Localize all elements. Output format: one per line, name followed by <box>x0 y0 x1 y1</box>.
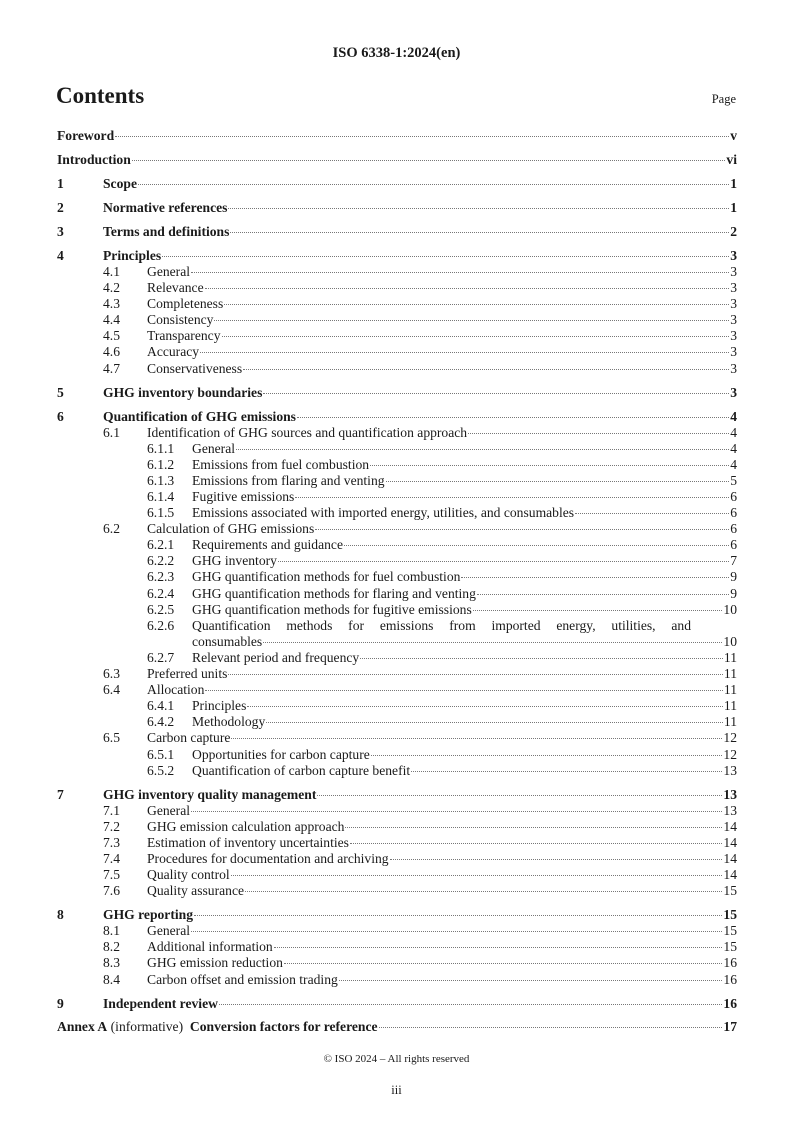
entry-number: 6.5.2 <box>147 762 175 778</box>
entry-number: 7.1 <box>103 802 120 818</box>
entry-page: 14 <box>723 834 737 850</box>
entry-number: 7.4 <box>103 850 120 866</box>
toc-entry[interactable] <box>57 344 737 360</box>
entry-number: 6.2.4 <box>147 585 175 601</box>
entry-title: Independent review <box>103 995 218 1011</box>
dot-leader <box>411 771 722 772</box>
toc-entry[interactable] <box>57 152 737 168</box>
entry-number: 6.1.2 <box>147 456 175 472</box>
entry-page: 11 <box>723 666 737 682</box>
entry-page: 3 <box>730 296 737 312</box>
entry-page: 11 <box>723 698 737 714</box>
dot-leader <box>115 136 729 137</box>
dot-leader <box>231 738 722 739</box>
entry-page: 9 <box>730 585 737 601</box>
entry-number: 7 <box>57 786 64 802</box>
entry-title: Quantification methods for emissions from imported energy, utilities, and <box>192 617 691 633</box>
toc-entry[interactable] <box>57 537 737 553</box>
dot-leader <box>468 433 729 434</box>
entry-number: 4.7 <box>103 360 120 376</box>
entry-title: GHG inventory <box>192 553 277 569</box>
entry-title: Emissions associated with imported energy, utilities, and consumables <box>192 505 575 521</box>
entry-title: Fugitive emissions <box>192 489 295 505</box>
dot-leader <box>263 642 722 643</box>
dot-leader <box>266 722 723 723</box>
entry-number: 6.2.6 <box>147 617 175 633</box>
entry-page: 10 <box>723 601 737 617</box>
entry-page: 17 <box>723 1019 737 1035</box>
entry-title: General <box>147 802 191 818</box>
entry-title: Accuracy <box>147 344 200 360</box>
entry-number: 8.2 <box>103 939 120 955</box>
toc-entry[interactable] <box>57 248 737 264</box>
entry-page: 1 <box>730 199 737 215</box>
dot-leader <box>461 577 729 578</box>
entry-number: 4.4 <box>103 312 120 328</box>
toc-entry[interactable] <box>57 851 737 867</box>
dot-leader <box>132 160 726 161</box>
dot-leader <box>214 320 729 321</box>
toc-entry[interactable] <box>57 835 737 851</box>
dot-leader <box>317 795 722 796</box>
entry-number: 4.3 <box>103 296 120 312</box>
entry-title: Requirements and guidance <box>192 537 343 553</box>
toc-entry[interactable] <box>57 698 737 714</box>
entry-title: Additional information <box>147 939 273 955</box>
entry-title: Calculation of GHG emissions <box>147 521 315 537</box>
entry-number: 8.4 <box>103 971 120 987</box>
entry-number: 4.5 <box>103 328 120 344</box>
toc-entry[interactable] <box>57 264 737 280</box>
entry-number: 6.5.1 <box>147 746 175 762</box>
dot-leader <box>245 891 722 892</box>
toc-entry[interactable] <box>57 569 737 585</box>
toc-entry[interactable] <box>57 586 737 602</box>
entry-number: 7.2 <box>103 818 120 834</box>
entry-page: 3 <box>730 328 737 344</box>
dot-leader <box>191 811 722 812</box>
page-column-label: Page <box>711 92 736 106</box>
toc-entry-annex[interactable] <box>57 1019 737 1035</box>
toc-entry[interactable] <box>57 972 737 988</box>
dot-leader <box>339 980 723 981</box>
entry-page: 16 <box>723 971 737 987</box>
entry-number: 6 <box>57 408 64 424</box>
dot-leader <box>138 184 729 185</box>
entry-title: Principles <box>103 247 162 263</box>
entry-number: 6.3 <box>103 666 120 682</box>
entry-title: Introduction <box>57 151 131 167</box>
dot-leader <box>295 497 729 498</box>
entry-page: 3 <box>730 360 737 376</box>
dot-leader <box>371 755 723 756</box>
entry-title-continued: consumables <box>192 633 263 649</box>
dot-leader <box>297 417 729 418</box>
toc-entry[interactable] <box>57 489 737 505</box>
entry-title: Procedures for documentation and archiving <box>147 850 389 866</box>
toc-entry[interactable] <box>57 280 737 296</box>
entry-title: GHG emission calculation approach <box>147 818 345 834</box>
entry-number: 6.2.1 <box>147 537 175 553</box>
entry-number: 1 <box>57 175 64 191</box>
entry-title: Foreword <box>57 128 115 143</box>
entry-page: 5 <box>730 472 737 488</box>
entry-page: 14 <box>723 867 737 883</box>
entry-number: 7.3 <box>103 834 120 850</box>
entry-title: Transparency <box>147 328 221 344</box>
entry-title: Emissions from flaring and venting <box>192 472 385 488</box>
entry-number: 6.1 <box>103 424 120 440</box>
toc-entry[interactable] <box>57 907 737 923</box>
dot-leader <box>360 658 723 659</box>
entry-title: GHG emission reduction <box>147 955 283 971</box>
entry-number: 7.5 <box>103 867 120 883</box>
entry-number: 8.1 <box>103 923 120 939</box>
entry-title: Quality control <box>147 867 230 883</box>
toc-entry[interactable] <box>57 441 737 457</box>
entry-title: GHG quantification methods for fugitive emissions <box>192 601 472 617</box>
toc-entry[interactable] <box>57 955 737 971</box>
entry-number: 6.2.2 <box>147 553 175 569</box>
entry-number: 6.4.2 <box>147 714 175 730</box>
dot-leader <box>473 610 723 611</box>
dot-leader <box>222 336 730 337</box>
entry-number: 6.1.3 <box>147 472 175 488</box>
entry-title: Carbon offset and emission trading <box>147 971 338 987</box>
toc-entry[interactable] <box>57 747 737 763</box>
entry-number: 6.4.1 <box>147 698 175 714</box>
dot-leader <box>315 529 729 530</box>
toc-entry[interactable] <box>57 819 737 835</box>
entry-title: Completeness <box>147 296 224 312</box>
entry-number: 6.1.1 <box>147 440 175 456</box>
entry-number: 6.1.4 <box>147 489 175 505</box>
entry-number: 6.2 <box>103 521 120 537</box>
entry-page: 12 <box>723 730 737 746</box>
entry-title: Consistency <box>147 312 214 328</box>
toc-entry[interactable] <box>57 361 737 377</box>
entry-number: 4.1 <box>103 264 120 280</box>
entry-page: 7 <box>730 553 737 569</box>
toc-entry[interactable] <box>57 666 737 682</box>
toc-entry[interactable] <box>57 224 737 240</box>
entry-page: 2 <box>730 223 737 239</box>
entry-page: 13 <box>723 786 737 802</box>
entry-page: 13 <box>723 802 737 818</box>
dot-leader <box>370 465 729 466</box>
page-number: iii <box>391 1083 402 1097</box>
entry-page: v <box>730 128 737 143</box>
annex-type: (informative) <box>110 1019 184 1035</box>
entry-title: General <box>147 264 191 280</box>
toc-entry[interactable] <box>57 176 737 192</box>
toc-entry[interactable] <box>57 328 737 344</box>
entry-title: GHG reporting <box>103 907 193 923</box>
entry-title: Identification of GHG sources and quantification approach <box>147 424 468 440</box>
entry-number: 6.4 <box>103 682 120 698</box>
entry-page: 11 <box>723 714 737 730</box>
toc-entry[interactable] <box>57 553 737 569</box>
dot-leader <box>162 256 729 257</box>
entry-number: 2 <box>57 199 64 215</box>
toc-entry[interactable] <box>57 602 737 618</box>
entry-title: Methodology <box>192 714 266 730</box>
copyright-footer: © ISO 2024 – All rights reserved <box>323 1053 470 1065</box>
dot-leader <box>278 561 729 562</box>
entry-page: 6 <box>730 521 737 537</box>
entry-number: 8.3 <box>103 955 120 971</box>
entry-number: 4.6 <box>103 344 120 360</box>
entry-number: 5 <box>57 384 64 400</box>
entry-page: 15 <box>723 907 737 923</box>
entry-number: 6.2.3 <box>147 569 175 585</box>
entry-title: Estimation of inventory uncertainties <box>147 834 349 850</box>
dot-leader <box>236 449 729 450</box>
dot-leader <box>191 931 722 932</box>
entry-page: 1 <box>730 175 737 191</box>
toc-entry[interactable] <box>57 521 737 537</box>
entry-page: 4 <box>730 456 737 472</box>
entry-page: 3 <box>730 247 737 263</box>
entry-number: 6.1.5 <box>147 505 175 521</box>
entry-page: 6 <box>730 537 737 553</box>
entry-title: Normative references <box>103 199 228 215</box>
entry-title: Principles <box>192 698 247 714</box>
entry-page: 3 <box>730 384 737 400</box>
entry-page: 3 <box>730 280 737 296</box>
entry-number: 6.5 <box>103 730 120 746</box>
toc-entry[interactable] <box>57 883 737 899</box>
annex-label: Annex A <box>57 1019 108 1035</box>
entry-number: 6.2.5 <box>147 601 175 617</box>
document-id-header: ISO 6338-1:2024(en) <box>332 45 461 61</box>
entry-page: 3 <box>730 344 737 360</box>
entry-title: GHG inventory boundaries <box>103 384 263 400</box>
toc-entry[interactable] <box>57 312 737 328</box>
dot-leader <box>284 963 722 964</box>
entry-number: 7.6 <box>103 883 120 899</box>
toc-entry[interactable] <box>57 714 737 730</box>
dot-leader <box>230 232 729 233</box>
entry-page: 11 <box>723 649 737 665</box>
entry-page: vi <box>726 151 737 167</box>
entry-page: 13 <box>723 762 737 778</box>
dot-leader <box>205 690 723 691</box>
entry-title: Preferred units <box>147 666 228 682</box>
entry-title: Quantification of carbon capture benefit <box>192 762 411 778</box>
dot-leader <box>200 352 729 353</box>
entry-page: 3 <box>730 264 737 280</box>
entry-page: 12 <box>723 746 737 762</box>
entry-title: Opportunities for carbon capture <box>192 746 370 762</box>
dot-leader <box>243 369 729 370</box>
dot-leader <box>231 875 723 876</box>
entry-title: Terms and definitions <box>103 223 230 239</box>
entry-number: 4 <box>57 247 64 263</box>
entry-page: 15 <box>723 939 737 955</box>
entry-title: Allocation <box>147 682 205 698</box>
entry-page: 14 <box>723 850 737 866</box>
toc-entry[interactable] <box>57 763 737 779</box>
toc-entry[interactable] <box>57 457 737 473</box>
entry-title: GHG quantification methods for fuel combustion <box>192 569 461 585</box>
entry-page: 6 <box>730 489 737 505</box>
dot-leader <box>390 859 723 860</box>
entry-title: Relevance <box>147 280 204 296</box>
dot-leader <box>575 513 729 514</box>
toc-entry[interactable] <box>57 473 737 489</box>
entry-page: 6 <box>730 505 737 521</box>
toc-entry[interactable] <box>57 803 737 819</box>
entry-number: 8 <box>57 907 64 923</box>
page-title: Contents <box>56 83 145 108</box>
entry-title: Quality assurance <box>147 883 245 899</box>
entry-title: GHG inventory quality management <box>103 786 317 802</box>
entry-number: 6.2.7 <box>147 649 175 665</box>
entry-page: 15 <box>723 923 737 939</box>
entry-title: Carbon capture <box>147 730 231 746</box>
entry-title: GHG quantification methods for flaring and venting <box>192 585 476 601</box>
toc-entry[interactable] <box>57 200 737 216</box>
entry-page: 4 <box>730 408 737 424</box>
entry-number: 9 <box>57 995 64 1011</box>
annex-title: Conversion factors for reference <box>189 1019 378 1035</box>
entry-page: 16 <box>723 955 737 971</box>
entry-title: Conservativeness <box>147 360 243 376</box>
toc-entry[interactable] <box>57 618 737 650</box>
entry-page: 14 <box>723 818 737 834</box>
toc-entry[interactable] <box>57 425 737 441</box>
dot-leader <box>219 1004 722 1005</box>
entry-title: Scope <box>103 175 137 191</box>
dot-leader <box>274 947 723 948</box>
dot-leader <box>386 481 730 482</box>
dot-leader <box>379 1027 723 1028</box>
entry-title: General <box>192 440 236 456</box>
dot-leader <box>228 674 723 675</box>
dot-leader <box>247 706 723 707</box>
entry-title: General <box>147 923 191 939</box>
toc-entry[interactable] <box>57 867 737 883</box>
toc-entry[interactable] <box>57 650 737 666</box>
entry-number: 4.2 <box>103 280 120 296</box>
table-of-contents <box>57 128 737 1036</box>
dot-leader <box>477 594 729 595</box>
toc-entry[interactable] <box>57 296 737 312</box>
entry-page: 9 <box>730 569 737 585</box>
entry-page: 4 <box>730 424 737 440</box>
dot-leader <box>205 288 730 289</box>
toc-entry[interactable] <box>57 939 737 955</box>
entry-title: Quantification of GHG emissions <box>103 408 296 424</box>
toc-entry[interactable] <box>57 385 737 401</box>
dot-leader <box>191 272 729 273</box>
toc-entry[interactable] <box>57 505 737 521</box>
entry-number: 3 <box>57 223 64 239</box>
dot-leader <box>350 843 722 844</box>
dot-leader <box>224 304 729 305</box>
entry-page: 15 <box>723 883 737 899</box>
toc-entry[interactable] <box>57 996 737 1012</box>
entry-page: 4 <box>730 440 737 456</box>
entry-page: 10 <box>723 633 737 649</box>
dot-leader <box>228 208 729 209</box>
toc-entry[interactable] <box>57 128 737 144</box>
entry-title: Relevant period and frequency <box>192 649 360 665</box>
toc-entry[interactable] <box>57 730 737 746</box>
entry-title: Emissions from fuel combustion <box>192 456 370 472</box>
toc-entry[interactable] <box>57 787 737 803</box>
toc-entry[interactable] <box>57 409 737 425</box>
dot-leader <box>344 545 729 546</box>
toc-entry[interactable] <box>57 682 737 698</box>
dot-leader <box>345 827 722 828</box>
entry-page: 11 <box>723 682 737 698</box>
entry-page: 3 <box>730 312 737 328</box>
dot-leader <box>263 393 729 394</box>
entry-page: 16 <box>723 995 737 1011</box>
dot-leader <box>194 915 722 916</box>
toc-entry[interactable] <box>57 923 737 939</box>
